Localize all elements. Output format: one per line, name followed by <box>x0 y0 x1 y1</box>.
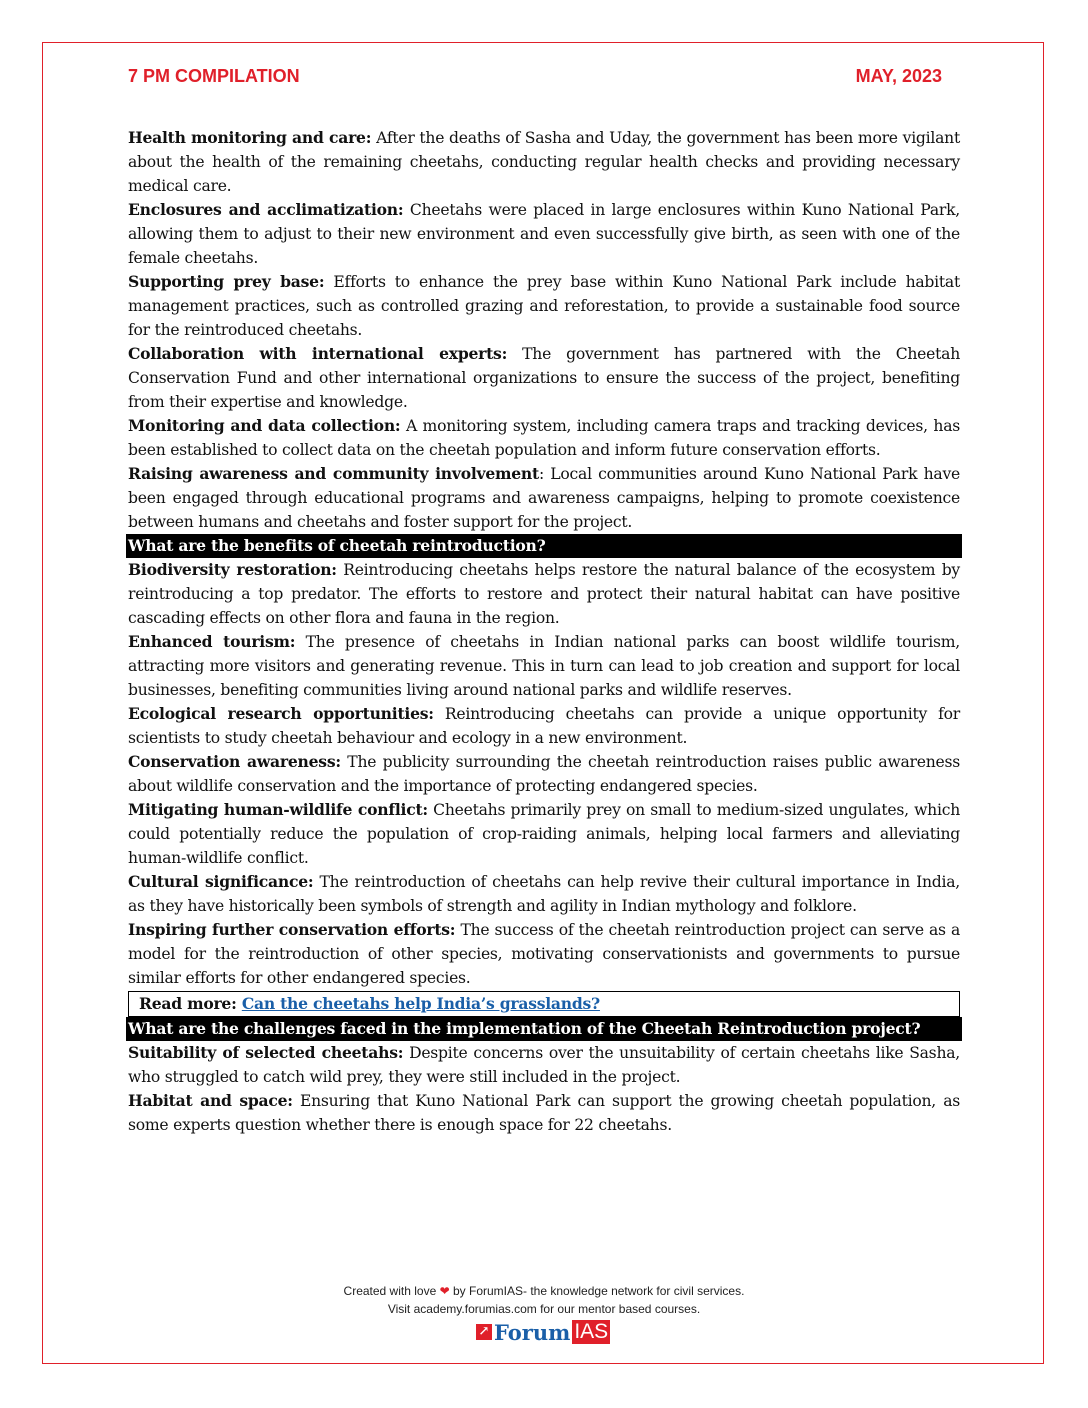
paragraph <box>128 126 960 198</box>
paragraph <box>128 558 960 630</box>
paragraph-text: The reintroduction of cheetahs can help revive their cultural importance in India, as they have historically been symbols of strength and agility in Indian mythology and folklore. <box>128 873 960 915</box>
paragraph <box>128 414 960 462</box>
paragraph-label: Monitoring and data collection: <box>128 416 401 435</box>
logo-ias-text: IAS <box>574 1320 609 1343</box>
paragraph-text: Efforts to enhance the prey base within Kuno National Park include habitat management practices, such as controlled grazing and reforestation, to provide a sustainable food source for the reintroduced cheetahs. <box>128 273 960 339</box>
section-heading-benefits: What are the benefits of cheetah reintroduction? <box>126 534 962 558</box>
footer-text: Created with love <box>343 1284 437 1298</box>
paragraph-text: Ensuring that Kuno National Park can support the growing cheetah population, as some experts question whether there is enough space for 22 cheetahs. <box>128 1092 960 1134</box>
paragraph-text: Reintroducing cheetahs helps restore the natural balance of the ecosystem by reintroducing a top predator. The efforts to restore and protect their natural habitat can have positive cascading effects on other flora and fauna in the region. <box>128 561 960 627</box>
header-date: MAY, 2023 <box>855 66 942 86</box>
heart-icon: ❤ <box>439 1284 450 1298</box>
paragraph-text: The presence of cheetahs in Indian national parks can boost wildlife tourism, attracting more visitors and generating revenue. This in turn can lead to job creation and support for local businesses, benefiting communities living around national parks and wildlife reserves. <box>128 633 960 699</box>
paragraph-label: Enhanced tourism: <box>128 632 296 651</box>
logo-forum-text: Forum <box>494 1319 571 1345</box>
read-more-link[interactable]: Can the cheetahs help India’s grasslands? <box>241 994 600 1013</box>
paragraph-label: Enclosures and acclimatization: <box>128 200 404 219</box>
paragraph-label: Supporting prey base: <box>128 272 325 291</box>
paragraph <box>128 1041 960 1089</box>
paragraph-label: Mitigating human-wildlife conflict: <box>128 800 428 819</box>
read-more-box <box>128 991 960 1017</box>
document-body <box>128 126 960 1137</box>
paragraph <box>128 1089 960 1137</box>
paragraph-label: Suitability of selected cheetahs: <box>128 1043 404 1062</box>
paragraph <box>128 198 960 270</box>
paragraph-label: Cultural significance: <box>128 872 314 891</box>
paragraph-label: Ecological research opportunities: <box>128 704 434 723</box>
paragraph <box>128 630 960 702</box>
paragraph-text: After the deaths of Sasha and Uday, the government has been more vigilant about the health of the remaining cheetahs, conducting regular health checks and providing necessary medical care. <box>128 129 960 195</box>
paragraph <box>128 462 960 534</box>
paragraph-label: Conservation awareness: <box>128 752 341 771</box>
forumias-logo <box>476 1320 610 1344</box>
arrow-icon: ↗ <box>476 1324 492 1340</box>
paragraph <box>128 342 960 414</box>
paragraph <box>128 702 960 750</box>
paragraph-label: Habitat and space: <box>128 1091 293 1110</box>
read-more-label: Read more: <box>139 994 237 1013</box>
paragraph-label: Biodiversity restoration: <box>128 560 337 579</box>
paragraph <box>128 870 960 918</box>
paragraph-label: Raising awareness and community involvement <box>128 464 539 483</box>
paragraph-label: Collaboration with international experts: <box>128 344 508 363</box>
paragraph-text: The success of the cheetah reintroduction project can serve as a model for the reintroduction of other species, motivating conservationists and governments to pursue similar efforts for other endangered species. <box>128 921 960 987</box>
paragraph <box>128 798 960 870</box>
paragraph <box>128 918 960 990</box>
header-title: 7 PM COMPILATION <box>128 66 300 86</box>
paragraph-label: Inspiring further conservation efforts: <box>128 920 456 939</box>
footer-line-2: Visit academy.forumias.com for our mentor based courses. <box>387 1302 701 1316</box>
paragraph <box>128 750 960 798</box>
paragraph-text: Reintroducing cheetahs can provide a unique opportunity for scientists to study cheetah behaviour and ecology in a new environment. <box>128 705 960 747</box>
section-heading-challenges: What are the challenges faced in the implementation of the Cheetah Reintroduction project? <box>126 1017 962 1041</box>
paragraph-text: Cheetahs primarily prey on small to medium-sized ungulates, which could potentially reduce the population of crop-raiding animals, helping local farmers and alleviating human-wildlife conflict. <box>128 801 960 867</box>
paragraph-text: Cheetahs were placed in large enclosures within Kuno National Park, allowing them to adjust to their new environment and even successfully give birth, as seen with one of the female cheetahs. <box>128 201 960 267</box>
paragraph <box>128 270 960 342</box>
paragraph-text: Despite concerns over the unsuitability of certain cheetahs like Sasha, who struggled to catch wild prey, they were still included in the project. <box>128 1044 960 1086</box>
footer-text: by ForumIAS- the knowledge network for civil services. <box>453 1284 745 1298</box>
paragraph-label: Health monitoring and care: <box>128 128 372 147</box>
paragraph-text: : Local communities around Kuno National Park have been engaged through educational programs and awareness campaigns, helping to promote coexistence between humans and cheetahs and foster support for the project. <box>128 465 960 531</box>
paragraph-text: The publicity surrounding the cheetah reintroduction raises public awareness about wildlife conservation and the importance of protecting endangered species. <box>128 753 960 795</box>
paragraph-text: The government has partnered with the Cheetah Conservation Fund and other international organizations to ensure the success of the project, benefiting from their expertise and knowledge. <box>128 345 960 411</box>
paragraph-text: A monitoring system, including camera traps and tracking devices, has been established to collect data on the cheetah population and inform future conservation efforts. <box>128 417 960 459</box>
footer-line-1 <box>0 1284 1088 1298</box>
